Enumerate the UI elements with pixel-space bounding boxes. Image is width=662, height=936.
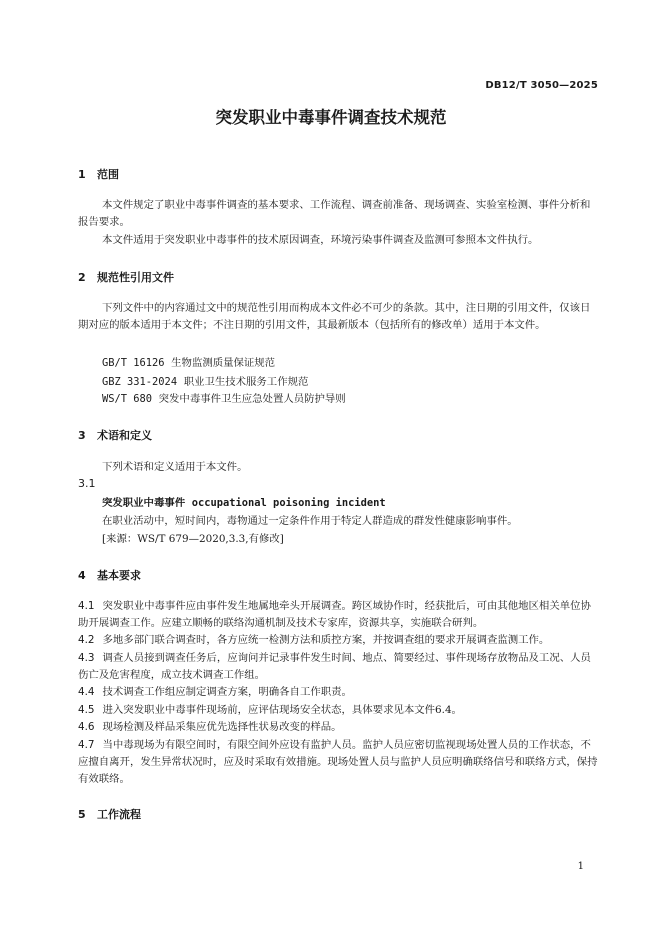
section-5-heading xyxy=(78,806,141,822)
requirement-item xyxy=(78,702,600,719)
item-number: 4.2 xyxy=(78,634,95,646)
item-number: 4.1 xyxy=(78,600,95,612)
section-number: 2 xyxy=(78,271,86,284)
section-title: 工作流程 xyxy=(97,808,141,821)
paragraph: 下列术语和定义适用于本文件。 xyxy=(102,461,248,473)
requirement-item xyxy=(78,650,600,684)
term-entry xyxy=(102,494,386,509)
paragraph: 本文件规定了职业中毒事件调查的基本要求、工作流程、调查前准备、现场调查、实验室检测、事件分析和报告要求。 xyxy=(78,199,591,228)
reference-name: 生物监测质量保证规范 xyxy=(171,357,276,369)
reference-name: 职业卫生技术服务工作规范 xyxy=(183,376,309,388)
section-title: 范围 xyxy=(97,168,119,181)
reference-code: GBZ 331-2024 xyxy=(102,376,178,388)
item-number: 4.5 xyxy=(78,704,95,716)
reference-code: WS/T 680 xyxy=(102,393,153,405)
term-number: 3.1 xyxy=(78,477,96,490)
section-title: 基本要求 xyxy=(97,569,141,582)
reference-name: 突发中毒事件卫生应急处置人员防护导则 xyxy=(158,393,346,405)
requirement-item xyxy=(78,598,600,632)
paragraph: 下列文件中的内容通过文中的规范性引用而构成本文件必不可少的条款。其中，注日期的引用文件，仅该日期对应的版本适用于本文件；不注日期的引用文件，其最新版本（包括所有的修改单）适用于本文件。 xyxy=(78,302,591,331)
section-2-heading xyxy=(78,269,174,285)
item-number: 4.4 xyxy=(78,686,95,698)
section-number: 3 xyxy=(78,429,86,442)
term-source: [来源：WS/T 679—2020,3.3,有修改] xyxy=(102,533,284,545)
requirement-item xyxy=(78,719,600,736)
section-3-heading xyxy=(78,427,152,443)
item-text: 调查人员接到调查任务后，应询问并记录事件发生时间、地点、简要经过、事件现场存放物品及工况、人员伤亡及危害程度，成立技术调查工作组。 xyxy=(78,652,591,681)
term-english: occupational poisoning incident xyxy=(191,497,386,509)
term-definition: 在职业活动中，短时间内，毒物通过一定条件作用于特定人群造成的群发性健康影响事件。 xyxy=(102,515,518,527)
reference-item xyxy=(102,373,308,388)
item-text: 技术调查工作组应制定调查方案，明确各自工作职责。 xyxy=(102,686,352,698)
requirement-item xyxy=(78,684,600,701)
reference-item xyxy=(102,390,346,405)
section-title: 规范性引用文件 xyxy=(97,271,174,284)
section-1-heading xyxy=(78,166,119,182)
paragraph: 本文件适用于突发职业中毒事件的技术原因调查，环境污染事件调查及监测可参照本文件执行。 xyxy=(102,234,539,246)
item-number: 4.6 xyxy=(78,721,95,733)
section-4-heading xyxy=(78,567,141,583)
requirement-item xyxy=(78,632,600,649)
item-text: 进入突发职业中毒事件现场前，应评估现场安全状态，具体要求见本文件6.4。 xyxy=(102,704,462,716)
item-number: 4.7 xyxy=(78,739,95,751)
item-text: 当中毒现场为有限空间时，有限空间外应设有监护人员。监护人员应密切监视现场处置人员的工作状态，不应擅自离开，发生异常状况时，应及时采取有效措施。现场处置人员与监护人员应明确联络信号和联络方式，保持有效联络。 xyxy=(78,739,598,785)
section-number: 5 xyxy=(78,808,86,821)
item-number: 4.3 xyxy=(78,652,95,664)
term-chinese: 突发职业中毒事件 xyxy=(102,497,186,509)
requirement-item xyxy=(78,737,600,788)
reference-item xyxy=(102,354,275,369)
standard-code: DB12/T 3050—2025 xyxy=(485,80,598,91)
section-number: 1 xyxy=(78,168,86,181)
reference-code: GB/T 16126 xyxy=(102,357,165,369)
section-title: 术语和定义 xyxy=(97,429,152,442)
item-text: 多地多部门联合调查时，各方应统一检测方法和质控方案，并按调查组的要求开展调查监测工作。 xyxy=(102,634,550,646)
item-text: 现场检测及样品采集应优先选择性状易改变的样品。 xyxy=(102,721,342,733)
section-number: 4 xyxy=(78,569,86,582)
item-text: 突发职业中毒事件应由事件发生地属地牵头开展调查。跨区域协作时，经获批后，可由其他地区相关单位协助开展调查工作。应建立顺畅的联络沟通机制及技术专家库，资源共享，实施联合研判。 xyxy=(78,600,591,629)
page-number: 1 xyxy=(577,861,584,872)
document-title: 突发职业中毒事件调查技术规范 xyxy=(215,108,447,127)
